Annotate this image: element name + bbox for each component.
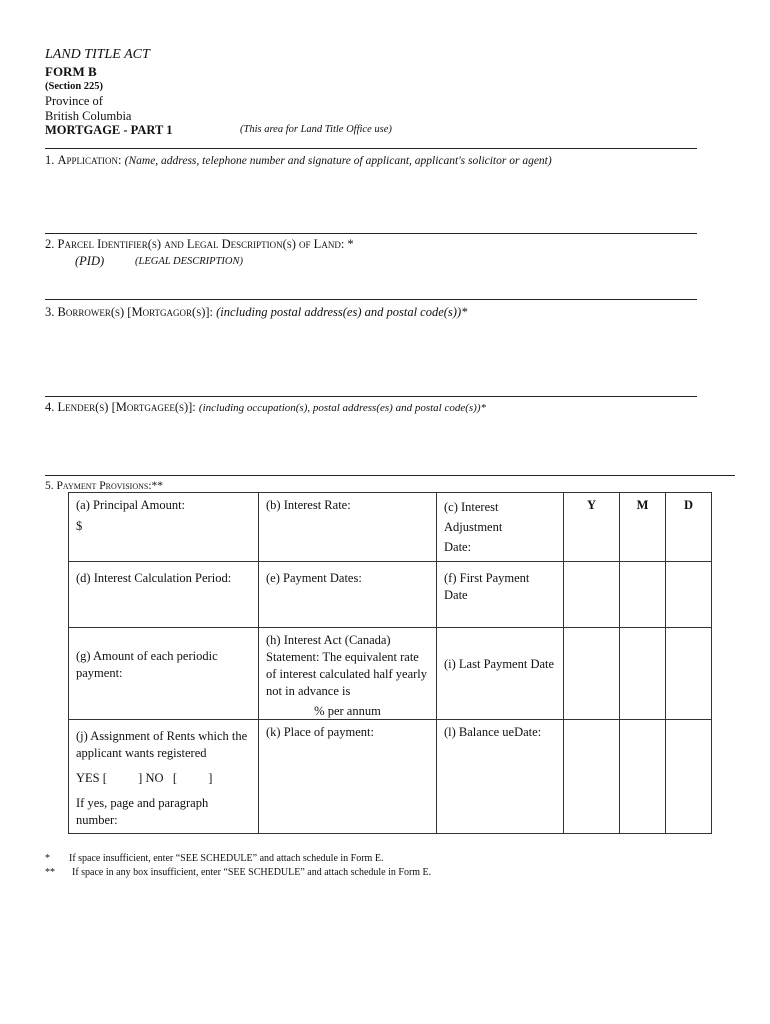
balance-due-day-field[interactable] [666,720,712,833]
place-of-payment-cell[interactable] [259,720,437,833]
table-row [69,562,712,628]
section-detail: (including postal address(es) and postal code(s))* [216,305,468,319]
lender-field[interactable] [45,420,697,470]
footnote-text: If space insufficient, enter “SEE SCHEDULE” and attach schedule in Form E. [69,853,384,864]
section-name: Borrower(s) [Mortgagor(s)]: [57,305,213,319]
form-label: FORM B [45,64,97,79]
first-payment-day-field[interactable] [666,562,712,628]
footnote-mark: ** [45,867,55,878]
legal-description-label: (LEGAL DESCRIPTION) [135,256,244,267]
yes-no-checkboxes[interactable]: YES [ ] NO [ ] [76,771,213,786]
first-payment-month-field[interactable] [620,562,666,628]
divider [45,475,735,476]
periodic-payment-cell[interactable] [69,628,259,720]
interest-adjustment-line2: Adjustment [444,520,503,534]
section-ref: (Section 225) [45,81,104,92]
principal-amount-value: $ [76,518,83,533]
periodic-payment-label: (g) Amount of each periodic payment: [76,648,218,680]
section-name: Application: [57,153,122,167]
section-4-heading [45,400,486,415]
province-line1: Province of [45,94,103,108]
section-number: 4. [45,400,55,414]
place-of-payment-label: (k) Place of payment: [266,725,374,740]
province-line2: British Columbia [45,109,132,123]
section-detail: (Name, address, telephone number and signature of applicant, applicant's solicitor or agent) [124,155,552,167]
footnote-2 [45,867,431,878]
section-detail: * [347,237,354,251]
pid-label: (PID) [75,254,105,268]
footnote-1 [45,853,383,864]
payment-dates-cell[interactable] [259,562,437,628]
interest-calculation-period-cell[interactable] [69,562,259,628]
interest-adjustment-date-cell [437,493,564,562]
last-payment-day-field[interactable] [666,628,712,720]
last-payment-month-field[interactable] [620,628,666,720]
section-5-heading [45,480,163,492]
balance-due-year-field[interactable] [564,720,620,833]
application-field[interactable] [45,172,697,228]
interest-act-statement-cell[interactable] [259,628,437,720]
payment-dates-label: (e) Payment Dates: [266,571,362,585]
divider [45,148,697,149]
footnote-text: If space in any box insufficient, enter “SEE SCHEDULE” and attach schedule in Form E. [72,867,432,878]
last-payment-date-label: (i) Last Payment Date [444,657,555,672]
parcel-field[interactable] [45,272,697,294]
principal-amount-label: (a) Principal Amount: [76,498,186,512]
act-title: LAND TITLE ACT [45,47,150,62]
balance-due-date-label: (l) Balance ueDate: [444,725,542,740]
month-header: M [620,493,666,562]
section-number: 3. [45,305,55,319]
interest-rate-cell[interactable] [259,493,437,562]
last-payment-year-field[interactable] [564,628,620,720]
divider [45,396,697,397]
section-2-heading [45,237,354,252]
last-payment-date-cell [437,628,564,720]
office-use-note: (This area for Land Title Office use) [240,124,392,135]
mortgage-title: MORTGAGE - PART 1 [45,123,173,137]
section-name: Payment Provisions:** [56,480,164,492]
assignment-of-rents-label: (j) Assignment of Rents which the applicant wants registered [76,729,248,761]
section-number: 5. [45,480,54,492]
page-paragraph-label: If yes, page and paragraph number: [76,796,209,827]
payment-provisions-table [68,492,712,834]
section-detail: (including occupation(s), postal address(es) and postal code(s))* [198,402,486,414]
assignment-of-rents-cell [69,720,259,833]
section-name: Parcel Identifier(s) and Legal Description(s) of Land: [57,237,345,251]
first-payment-date-label: (f) First Payment Date [444,571,530,602]
interest-act-statement-label: (h) Interest Act (Canada) Statement: The equivalent rate of interest calculated half yearly not in advance is [266,633,428,698]
borrower-field[interactable] [45,324,697,390]
per-annum-suffix: % per annum [314,703,381,718]
section-1-heading [45,153,552,168]
table-row [69,628,712,720]
section-name: Lender(s) [Mortgagee(s)]: [57,400,196,414]
table-row [69,493,712,562]
principal-amount-cell[interactable] [69,493,259,562]
interest-adjustment-line3: Date: [444,540,472,554]
year-header: Y [564,493,620,562]
footnote-mark: * [45,853,50,864]
balance-due-month-field[interactable] [620,720,666,833]
table-row [69,720,712,833]
divider [45,233,697,234]
balance-due-date-cell [437,720,564,833]
divider [45,299,697,300]
first-payment-year-field[interactable] [564,562,620,628]
section-number: 1. [45,153,55,167]
section-number: 2. [45,237,55,251]
interest-adjustment-line1: (c) Interest [444,500,499,514]
first-payment-date-cell [437,562,564,628]
interest-rate-label: (b) Interest Rate: [266,498,351,512]
section-3-heading [45,305,467,320]
day-header: D [666,493,712,562]
interest-calculation-period-label: (d) Interest Calculation Period: [76,571,232,585]
